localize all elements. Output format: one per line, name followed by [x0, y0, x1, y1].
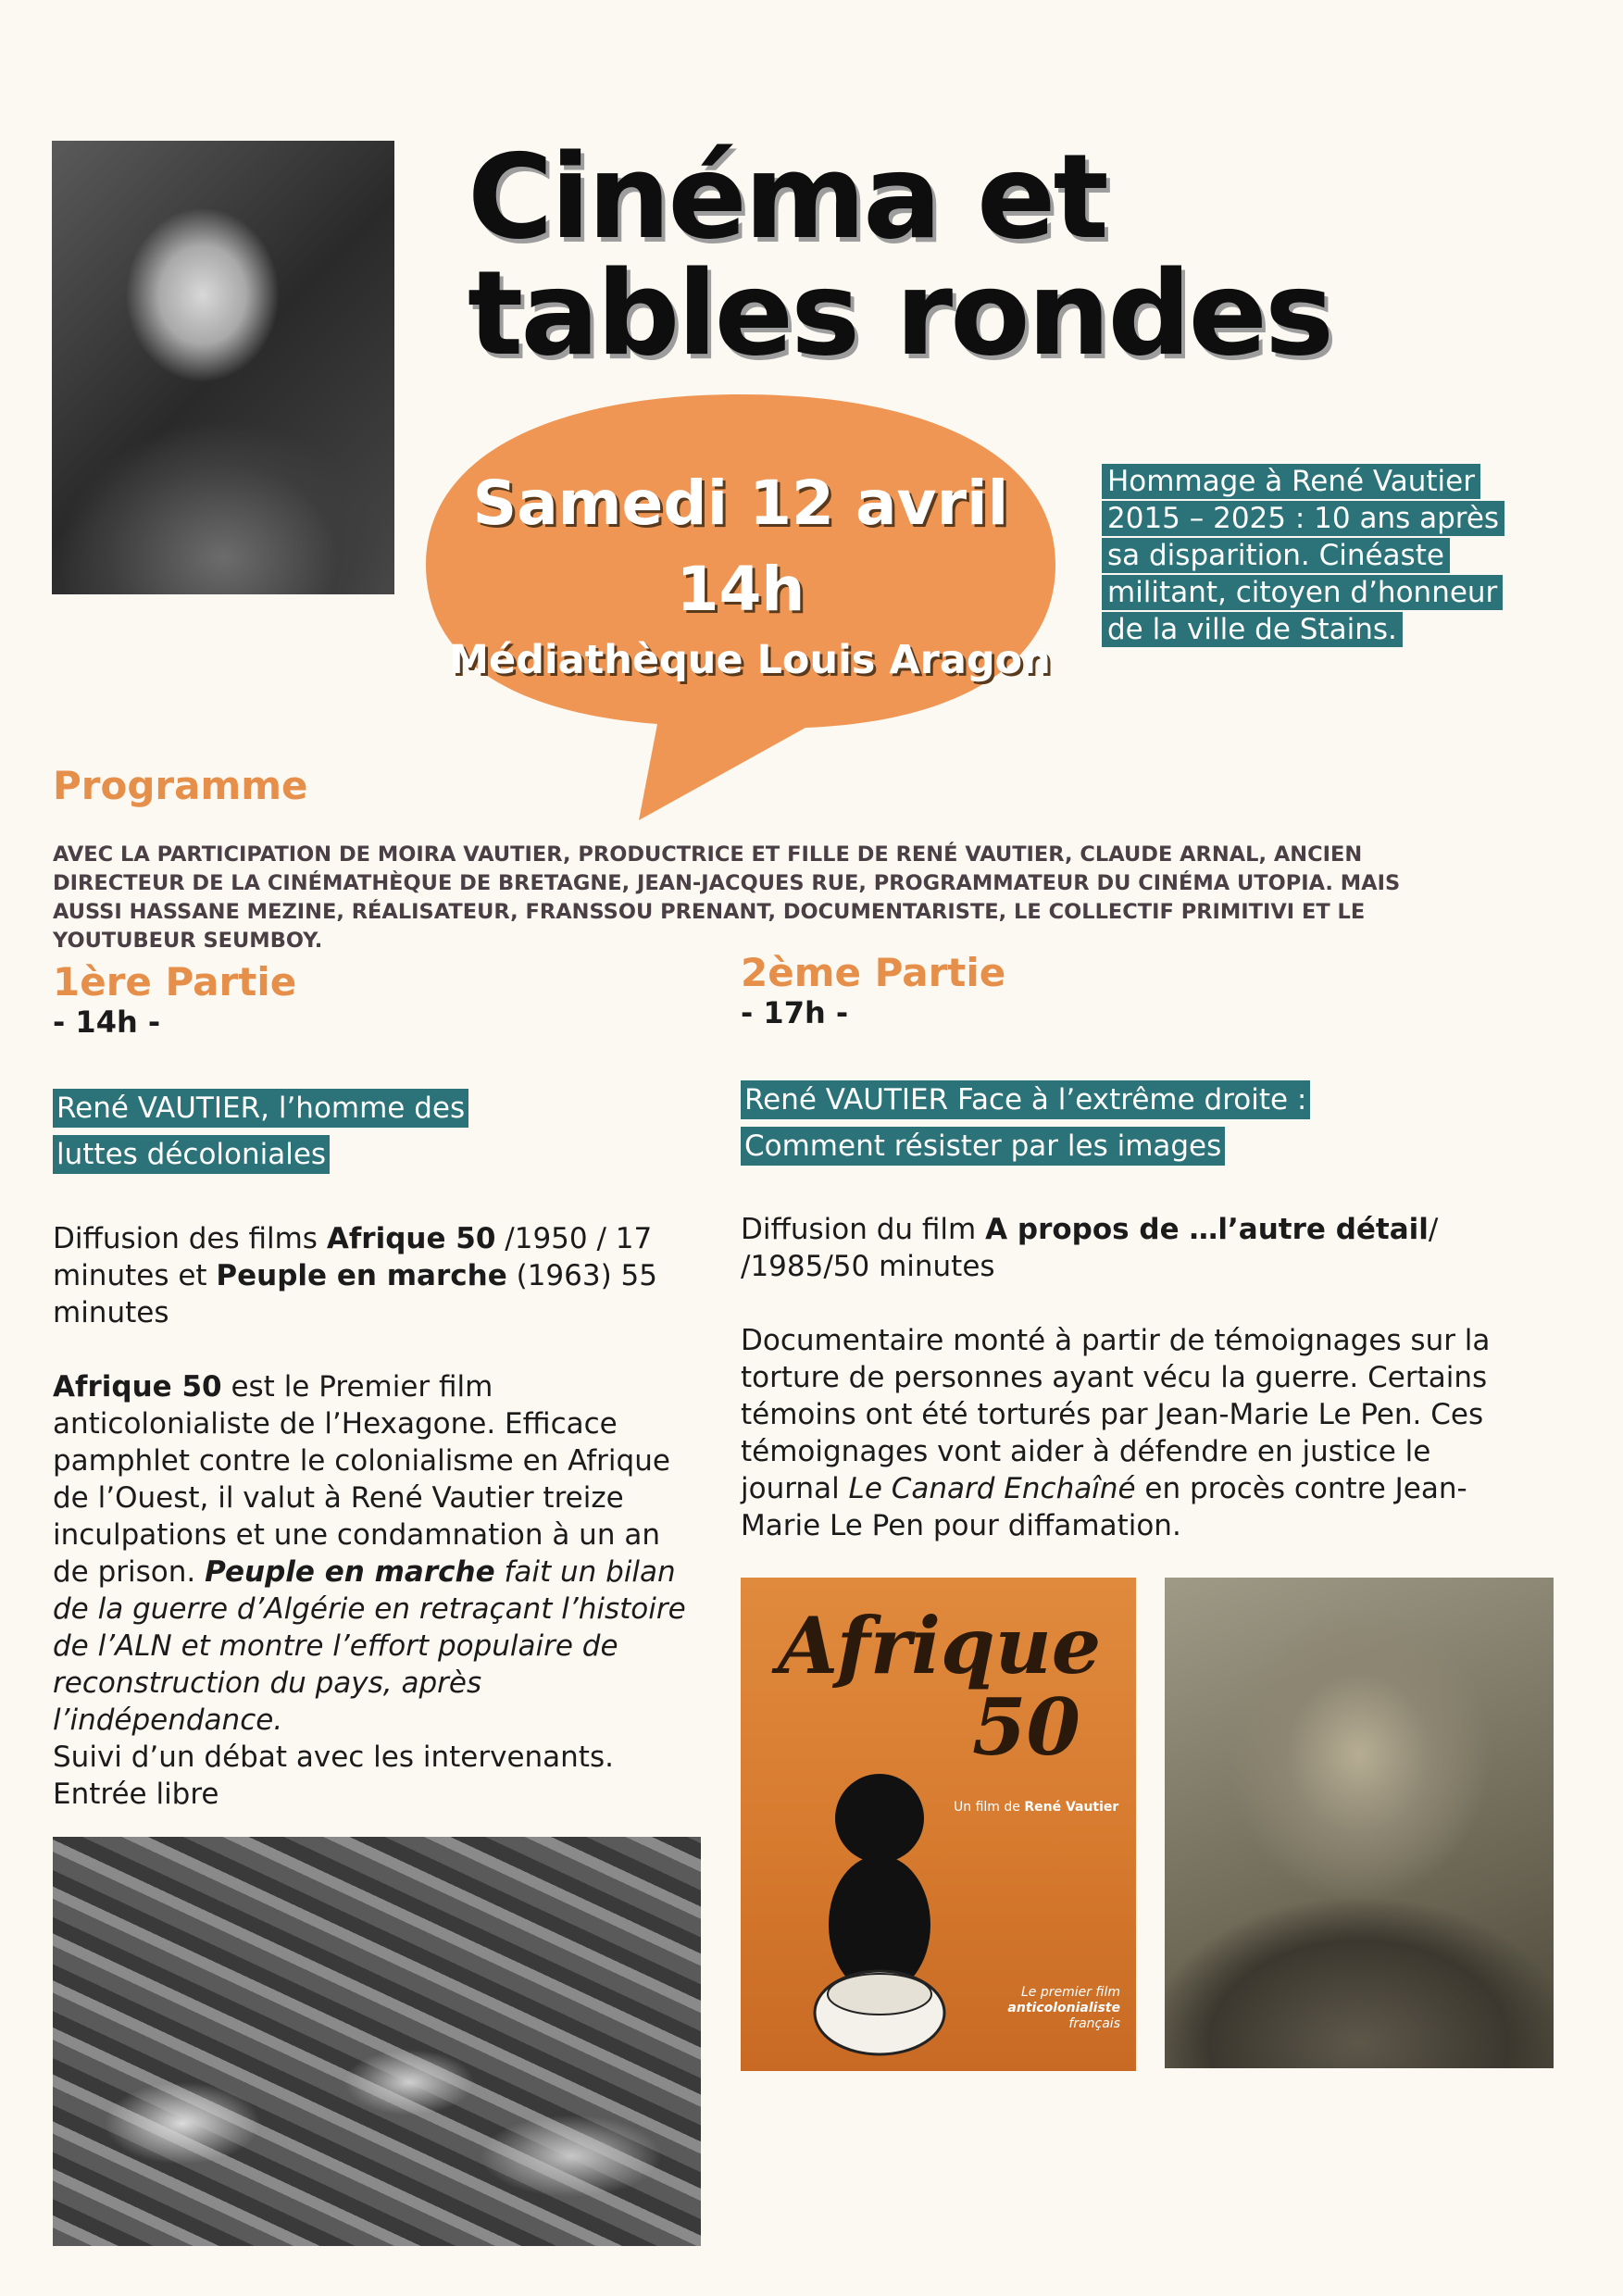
debate-note: Suivi d’un débat avec les intervenants.	[53, 1741, 614, 1774]
part2-heading: 2ème Partie	[741, 950, 1006, 995]
rene-vautier-portrait-photo	[52, 141, 394, 594]
part2-time: - 17h -	[741, 995, 849, 1030]
part1-subtitle	[53, 1085, 701, 1178]
film-title: Peuple en marche	[216, 1259, 507, 1292]
crowd-photo	[53, 1837, 701, 2246]
film-title: Peuple en marche	[205, 1555, 495, 1589]
poster-credit: Un film de René Vautier	[954, 1800, 1119, 1815]
participants-text: AVEC LA PARTICIPATION DE MOIRA VAUTIER, PRODUCTRICE ET FILLE DE RENÉ VAUTIER, CLAUDE ARNAL, ANCIEN DIRECTEUR DE LA CINÉMATHÈQUE DE BRETAGNE, JEAN-JACQUES RUE, PROGRAMMATEUR DU CINÉMA UTOPIA. MAIS AUSSI HASSANE MEZINE, RÉALISATEUR, FRANSSOU PRENANT, DOCUMENTARISTE, LE COLLECTIF PRIMITIVI ET LE YOUTUBEUR SEUMBOY.	[53, 842, 1401, 953]
part2-subtitle-line: René VAUTIER Face à l’extrême droite :	[741, 1080, 1310, 1119]
part2-subtitle-line: Comment résister par les images	[741, 1127, 1225, 1166]
hommage-line: sa disparition. Cinéaste	[1102, 538, 1450, 573]
film-title: Afrique 50	[53, 1370, 222, 1404]
part2-subtitle	[741, 1077, 1537, 1169]
event-venue: Médiathèque Louis Aragon	[449, 637, 1051, 683]
hommage-line: militant, citoyen d’honneur	[1102, 575, 1503, 610]
part1-description: Afrique 50 est le Premier film anticolonialiste de l’Hexagone. Efficace pamphlet contre le colonialisme en Afrique de l’Ouest, il valut à René Vautier treize inculpations et une condamnation à un an de prison. Peuple en marche fait un bilan de la guerre d’Algérie en retraçant l’histoire de l’ALN et montre l’effort populaire de reconstruction du pays, après l’indépendance. Suivi d’un débat avec les intervenants. Entrée libre	[53, 1370, 686, 1811]
page-title	[468, 129, 1393, 381]
hommage-line: de la ville de Stains.	[1102, 612, 1403, 647]
event-date: Samedi 12 avril	[472, 468, 1009, 539]
part1-diffusion: Diffusion des films Afrique 50 /1950 / 17 minutes et Peuple en marche (1963) 55 minutes	[53, 1222, 657, 1329]
event-time: 14h	[676, 554, 805, 625]
film-title: A propos de …l’autre détail	[985, 1213, 1429, 1246]
part1-subtitle-line: René VAUTIER, l’homme des	[53, 1089, 468, 1128]
hommage-line: Hommage à René Vautier	[1102, 464, 1480, 499]
part1-subtitle-line: luttes décoloniales	[53, 1135, 330, 1174]
journal-name: Le Canard Enchaîné	[848, 1472, 1136, 1505]
child-silhouette-icon	[787, 1763, 972, 2068]
part2-section	[741, 950, 1537, 1030]
poster-title: Afrique	[778, 1600, 1102, 1691]
hommage-line: 2015 – 2025 : 10 ans après	[1102, 501, 1504, 536]
part2-diffusion: Diffusion du film A propos de …l’autre détail/ /1985/50 minutes	[741, 1213, 1439, 1283]
part1-section	[53, 959, 701, 1040]
entry-note: Entrée libre	[53, 1778, 219, 1811]
afrique-50-poster	[741, 1578, 1136, 2071]
poster-number: 50	[972, 1681, 1080, 1773]
witness-portrait-photo	[1165, 1578, 1554, 2068]
film-title: Afrique 50	[326, 1222, 496, 1255]
title-line-2: tables rondes	[468, 245, 1332, 381]
part1-time: - 14h -	[53, 1004, 161, 1040]
poster-subtitle: Le premier film anticolonialiste français	[1007, 1985, 1120, 2031]
part1-heading: 1ère Partie	[53, 959, 297, 1004]
title-line-1: Cinéma et	[468, 129, 1106, 265]
part2-description: Documentaire monté à partir de témoignages sur la torture de personnes ayant vécu la guerre. Certains témoins ont été torturés par Jean-Marie Le Pen. Ces témoignages vont aider à défendre en justice le journal Le Canard Enchaîné en procès contre Jean-Marie Le Pen pour diffamation.	[741, 1324, 1491, 1542]
programme-heading: Programme	[53, 763, 308, 808]
hommage-block	[1102, 463, 1537, 648]
